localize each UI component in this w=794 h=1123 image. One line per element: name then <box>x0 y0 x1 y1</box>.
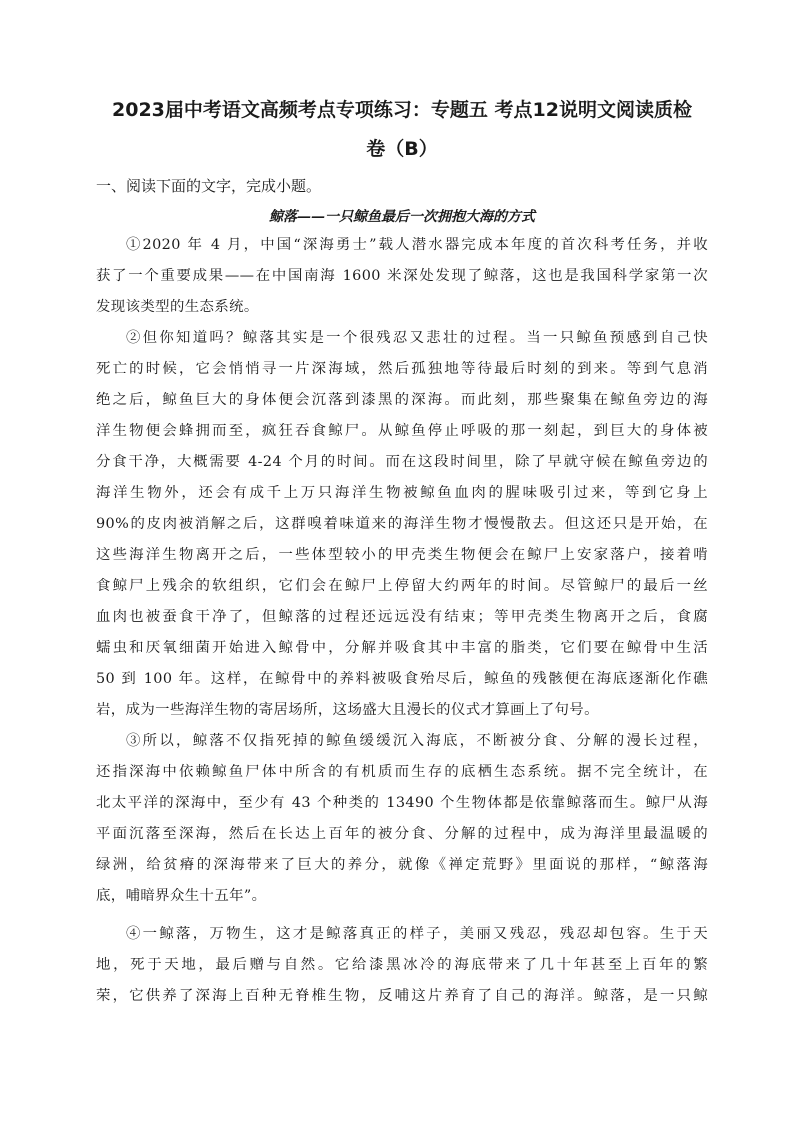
text-line: 岩，成为一些海洋生物的寄居场所，这场盛大且漫长的仪式才算画上了句号。 <box>96 702 599 718</box>
text-line: 底，哺暗界众生十五年”。 <box>96 888 267 904</box>
section-heading: 一、阅读下面的文字，完成小题。 <box>96 177 322 195</box>
text-line: 平面沉落至深海，然后在长达上百年的被分食、分解的过程中，成为海洋里最温暖的 <box>96 826 708 842</box>
text-line: 食鲸尸上残余的软组织，它们会在鲸尸上停留大约两年的时间。尽管鲸尸的最后一丝 <box>96 578 708 594</box>
text-line: ④一鲸落，万物生，这才是鲸落真正的样子，美丽又残忍，残忍却包容。生于天 <box>126 926 708 942</box>
text-line: 地，死于天地，最后赠与自然。它给漆黑冰冷的海底带来了几十年甚至上百年的繁 <box>96 957 708 973</box>
text-line: 发现该类型的生态系统。 <box>96 299 259 315</box>
text-line: 50 到 100 年。这样，在鲸骨中的养料被吸食殆尽后，鲸鱼的残骸便在海底逐渐化作礁 <box>96 671 708 687</box>
text-line: 还指深海中依赖鲸鱼尸体中所含的有机质而生存的底栖生态系统。据不完全统计，在 <box>96 764 708 780</box>
text-line: 死亡的时候，它会悄悄寻一片深海域，然后孤独地等待最后时刻的到来。等到气息消 <box>96 361 708 377</box>
text-line: 海洋生物外，还会有成千上万只海洋生物被鲸鱼血肉的腥味吸引过来，等到它身上 <box>96 485 708 501</box>
text-line: ①2020 年 4 月，中国“深海勇士”载人潜水器完成本年度的首次科考任务，并收 <box>126 237 708 253</box>
text-line: 90%的皮肉被消解之后，这群嗅着味道来的海洋生物才慢慢散去。但这还只是开始，在 <box>96 516 708 532</box>
document-title-line-2: 卷（B） <box>366 138 438 160</box>
text-line: 这些海洋生物离开之后，一些体型较小的甲壳类生物便会在鲸尸上安家落户，接着啃 <box>96 547 708 563</box>
article-title: 鲸落——一只鲸鱼最后一次拥抱大海的方式 <box>269 209 535 225</box>
text-line: 获了一个重要成果——在中国南海 1600 米深处发现了鲸落，这也是我国科学家第一次 <box>96 268 708 284</box>
text-line: 分食干净，大概需要 4-24 个月的时间。而在这段时间里，除了早就守候在鲸鱼旁边的 <box>96 454 708 470</box>
text-line: 北太平洋的深海中，至少有 43 个种类的 13490 个生物体都是依靠鲸落而生。鲸尸从海 <box>96 795 708 811</box>
text-line: ③所以，鲸落不仅指死掉的鲸鱼缓缓沉入海底，不断被分食、分解的漫长过程， <box>126 733 708 749</box>
text-line: 洋生物便会蜂拥而至，疯狂吞食鲸尸。从鲸鱼停止呼吸的那一刻起，到巨大的身体被 <box>96 423 708 439</box>
text-line: 荣，它供养了深海上百种无脊椎生物，反哺这片养育了自己的海洋。鲸落，是一只鲸 <box>96 988 708 1004</box>
text-line: 绿洲，给贫瘠的深海带来了巨大的养分，就像《禅定荒野》里面说的那样，“鲸落海 <box>96 857 708 873</box>
text-line: 蠕虫和厌氧细菌开始进入鲸骨中，分解并吸食其中丰富的脂类，它们要在鲸骨中生活 <box>96 640 708 656</box>
text-line: 绝之后，鲸鱼巨大的身体便会沉落到漆黑的深海。而此刻，那些聚集在鲸鱼旁边的海 <box>96 392 708 408</box>
text-line: ②但你知道吗？鲸落其实是一个很残忍又悲壮的过程。当一只鲸鱼预感到自己快 <box>126 330 708 346</box>
text-line: 血肉也被蚕食干净了，但鲸落的过程还远远没有结束；等甲壳类生物离开之后，食腐 <box>96 609 708 625</box>
document-title-line-1: 2023届中考语文高频考点专项练习：专题五 考点12说明文阅读质检 <box>112 99 692 121</box>
